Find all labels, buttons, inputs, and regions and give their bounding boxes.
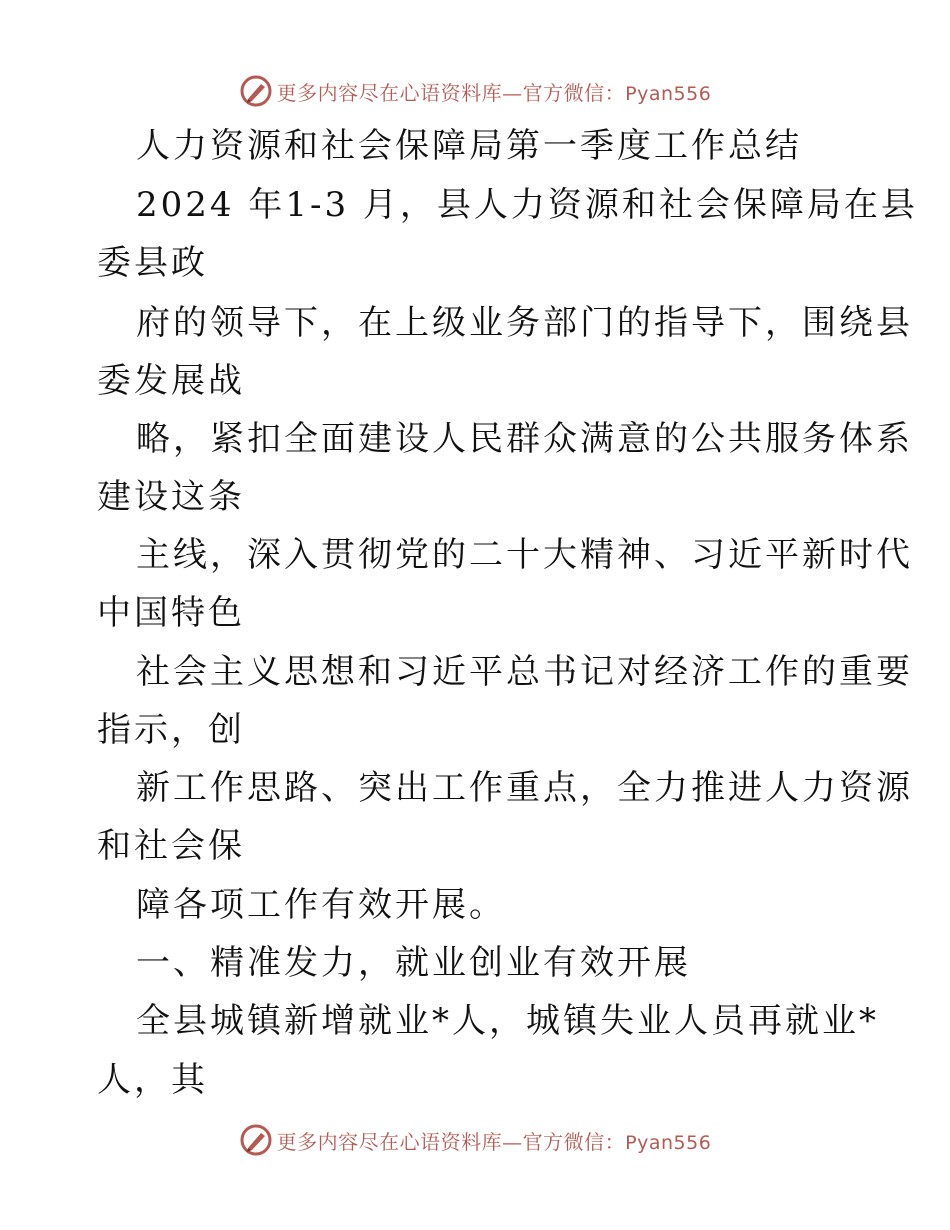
paragraph-line: 指示，创 — [97, 710, 245, 750]
paragraph-line: 府的领导下，在上级业务部门的指导下，围绕县 — [136, 303, 913, 343]
paragraph-line: 人，其 — [97, 1060, 208, 1100]
paragraph-line: 略，紧扣全面建设人民群众满意的公共服务体系 — [136, 419, 913, 459]
paragraph-line: 建设这条 — [97, 477, 245, 517]
paragraph-line: 委县政 — [97, 243, 208, 283]
document-title: 人力资源和社会保障局第一季度工作总结 — [136, 126, 802, 166]
wechat-id: Pyan556 — [625, 82, 712, 105]
paragraph-line: 新工作思路、突出工作重点，全力推进人力资源 — [136, 768, 913, 808]
watermark-text: 更多内容尽在心语资料库—官方微信：Pyan556 — [276, 80, 712, 105]
paragraph-line: 社会主义思想和习近平总书记对经济工作的重要 — [136, 652, 913, 692]
watermark-text: 更多内容尽在心语资料库—官方微信：Pyan556 — [276, 1129, 712, 1154]
wechat-id: Pyan556 — [625, 1131, 712, 1154]
paragraph-line: 中国特色 — [97, 593, 245, 633]
paragraph-line: 和社会保 — [97, 826, 245, 866]
pen-circle-icon — [239, 1123, 273, 1157]
paragraph-line: 主线，深入贯彻党的二十大精神、习近平新时代 — [136, 535, 913, 575]
paragraph-line: 全县城镇新增就业*人，城镇失业人员再就业* — [136, 1001, 879, 1041]
watermark-banner-bottom — [0, 1120, 950, 1160]
paragraph-line: 2024 年1-3 月，县人力资源和社会保障局在县 — [136, 185, 918, 225]
section-heading: 一、精准发力，就业创业有效开展 — [136, 943, 691, 983]
paragraph-line: 委发展战 — [97, 361, 245, 401]
paragraph-line: 障各项工作有效开展。 — [136, 885, 506, 925]
